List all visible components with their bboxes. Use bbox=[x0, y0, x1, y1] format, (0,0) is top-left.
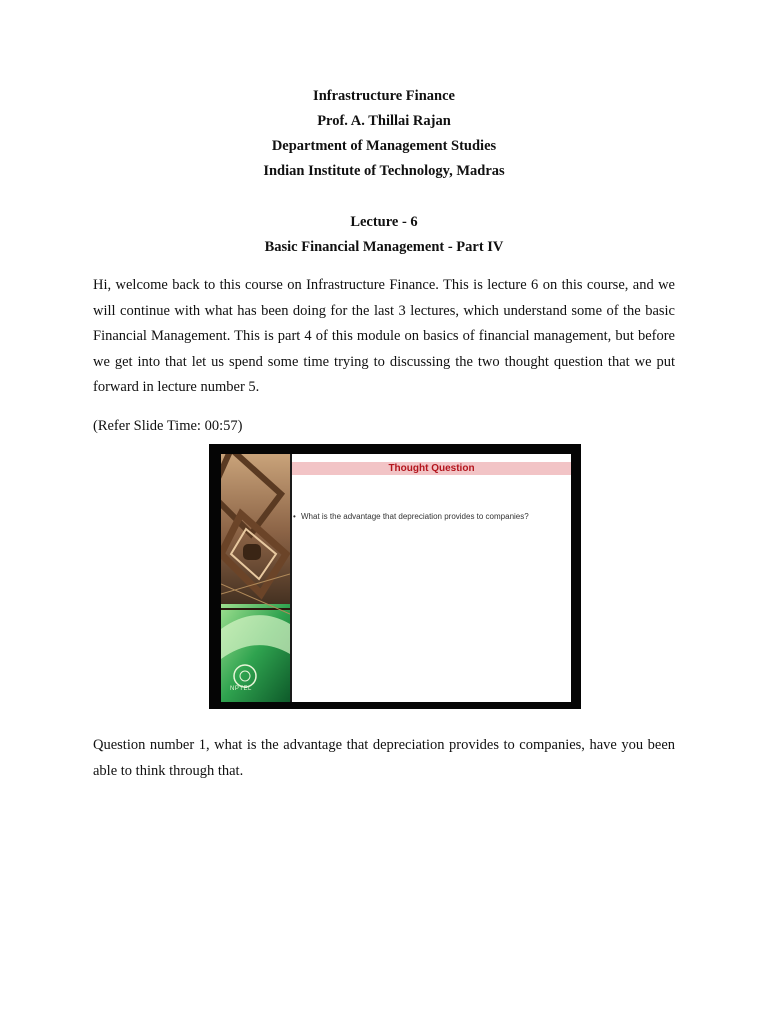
bullet-marker: • bbox=[293, 512, 296, 521]
lecture-heading bbox=[0, 212, 768, 262]
slide-title: Thought Question bbox=[292, 462, 571, 475]
slide-content bbox=[221, 454, 571, 702]
lecture-number: Lecture - 6 bbox=[350, 214, 418, 230]
nptel-logo-text: NPTEL bbox=[230, 686, 252, 692]
slide-bullet-text: What is the advantage that depreciation provides to companies? bbox=[301, 512, 529, 521]
document-header bbox=[0, 86, 768, 186]
slide-image bbox=[209, 444, 581, 709]
slide-bullet-item bbox=[293, 506, 551, 528]
professor-name: Prof. A. Thillai Rajan bbox=[317, 113, 451, 129]
slide-decorative-art bbox=[221, 454, 290, 702]
slide-divider bbox=[290, 454, 292, 702]
institute-name: Indian Institute of Technology, Madras bbox=[263, 163, 505, 179]
intro-paragraph: Hi, welcome back to this course on Infrastructure Finance. This is lecture 6 on this course, and we will continue with what has been doing for the last 3 lectures, which understand some of the basic Financial Management. This is part 4 of this module on basics of financial management, but before we get into that let us spend some time trying to discussing the two thought question that we put forward in lecture number 5. bbox=[93, 277, 675, 395]
department-name: Department of Management Studies bbox=[271, 138, 497, 154]
course-title: Infrastructure Finance bbox=[313, 88, 455, 104]
lecture-title: Basic Financial Management - Part IV bbox=[264, 239, 504, 255]
refer-slide-time: (Refer Slide Time: 00:57) bbox=[93, 418, 243, 434]
question-paragraph: Question number 1, what is the advantage that depreciation provides to companies, have you been able to think through that. bbox=[93, 737, 675, 779]
